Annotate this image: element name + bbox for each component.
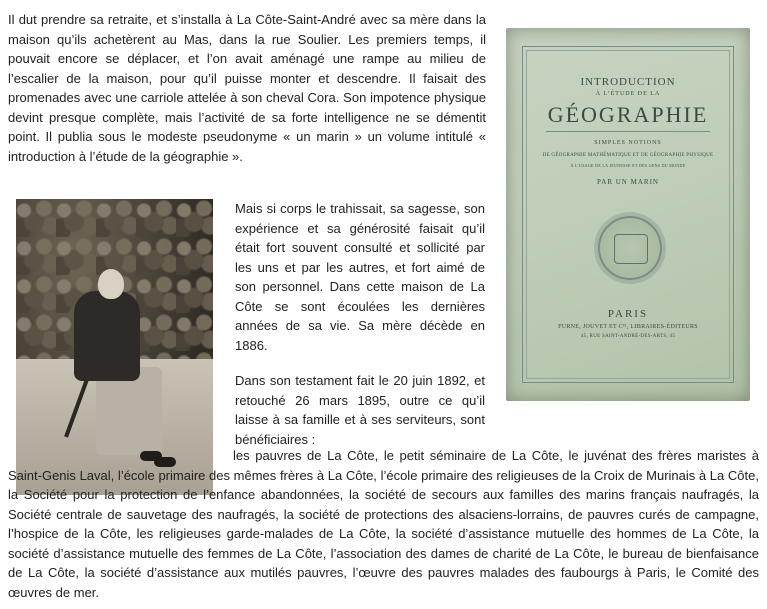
book-description-line: À L’USAGE DE LA JEUNESSE ET DES GENS DU MONDE xyxy=(570,163,686,168)
book-author: PAR UN MARIN xyxy=(597,178,659,186)
paragraph-testament: Dans son testament fait le 20 juin 1892, et retouché 26 mars 1895, outre ce qu’il laisse à sa famille et à ses serviteurs, sont bénéficiaires : xyxy=(235,373,485,447)
book-cover-image xyxy=(506,28,750,401)
book-subtitle-prefix: À L’ÉTUDE DE LA xyxy=(595,91,661,97)
paragraph-beneficiaries: les pauvres de La Côte, le petit séminaire de La Côte, le juvénat des frères maristes à Saint-Genis Laval, l’école primaire des mêmes frères à La Côte, l’école primaire des religieuses de la Croix de Murinais à La Côte, la Société pour la protection de l’enfance abandonnées, la société de secours aux familles des marins français naufragés, la Société centrale de sauvetage des naufragés, la société de protections des alsaciens-lorrains, de pauvres curés de campagne, l’hospice de la Côte, les religieuses garde-malades de La Côte, la société d’assistance mutuelle des hommes de La Côte, la société d’assistance mutuelle des femmes de La Côte, l’association des dames de charité de La Côte, le bureau de bienfaisance de La Côte, la société d’assistance aux mutilés pauvres, l’œuvre des pauvres malades des faubourgs à Paris, le Comité des œuvres de mer. xyxy=(8,448,759,600)
photo-coat xyxy=(74,291,140,381)
publisher-emblem-icon xyxy=(598,216,662,280)
book-divider xyxy=(546,131,710,132)
book-intro-line: INTRODUCTION xyxy=(580,76,676,88)
book-address: 45, RUE SAINT-ANDRÉ-DES-ARTS, 45 xyxy=(580,334,676,339)
paragraph-retirement: Il dut prendre sa retraite, et s’installa à La Côte-Saint-André avec sa mère dans la maison qu’ils achetèrent au Mas, dans la rue Soulier. Les premiers temps, il pouvait encore se déplacer, et l’on avait aménagé une rampe au milieu de l’escalier de la maison, pour qu’il puisse monter et descendre. Il faisait des promenades avec une carriole attelée à son cheval Cora. Son impotence physique devint presque complète, mais l’activité de sa forte intelligence ne se démentit point. Il publia sous le modeste pseudonyme « un marin » un volume intitulé « introduction à l’étude de la géographie ». xyxy=(8,12,486,164)
book-simples-notions: SIMPLES NOTIONS xyxy=(594,140,662,146)
book-description-line: DE GÉOGRAPHIE MATHÉMATIQUE ET DE GÉOGRAPHIE PHYSIQUE xyxy=(542,153,714,158)
book-city: PARIS xyxy=(607,308,649,320)
paragraph-wisdom: Mais si corps le trahissait, sa sagesse, son expérience et sa générosité faisait qu’il était fort souvent consulté et sollicité par les uns et par les autres, et fort aimé de son personnel. Dans cette maison de La Côte se sont écoulées les dernières années de sa vie. Sa mère décède en 1886. xyxy=(235,201,485,353)
book-publisher: FURNE, JOUVET ET Cᴵᴱ, LIBRAIRES-ÉDITEURS xyxy=(558,324,698,330)
book-title: GÉOGRAPHIE xyxy=(547,102,709,127)
photo-head xyxy=(98,269,124,299)
